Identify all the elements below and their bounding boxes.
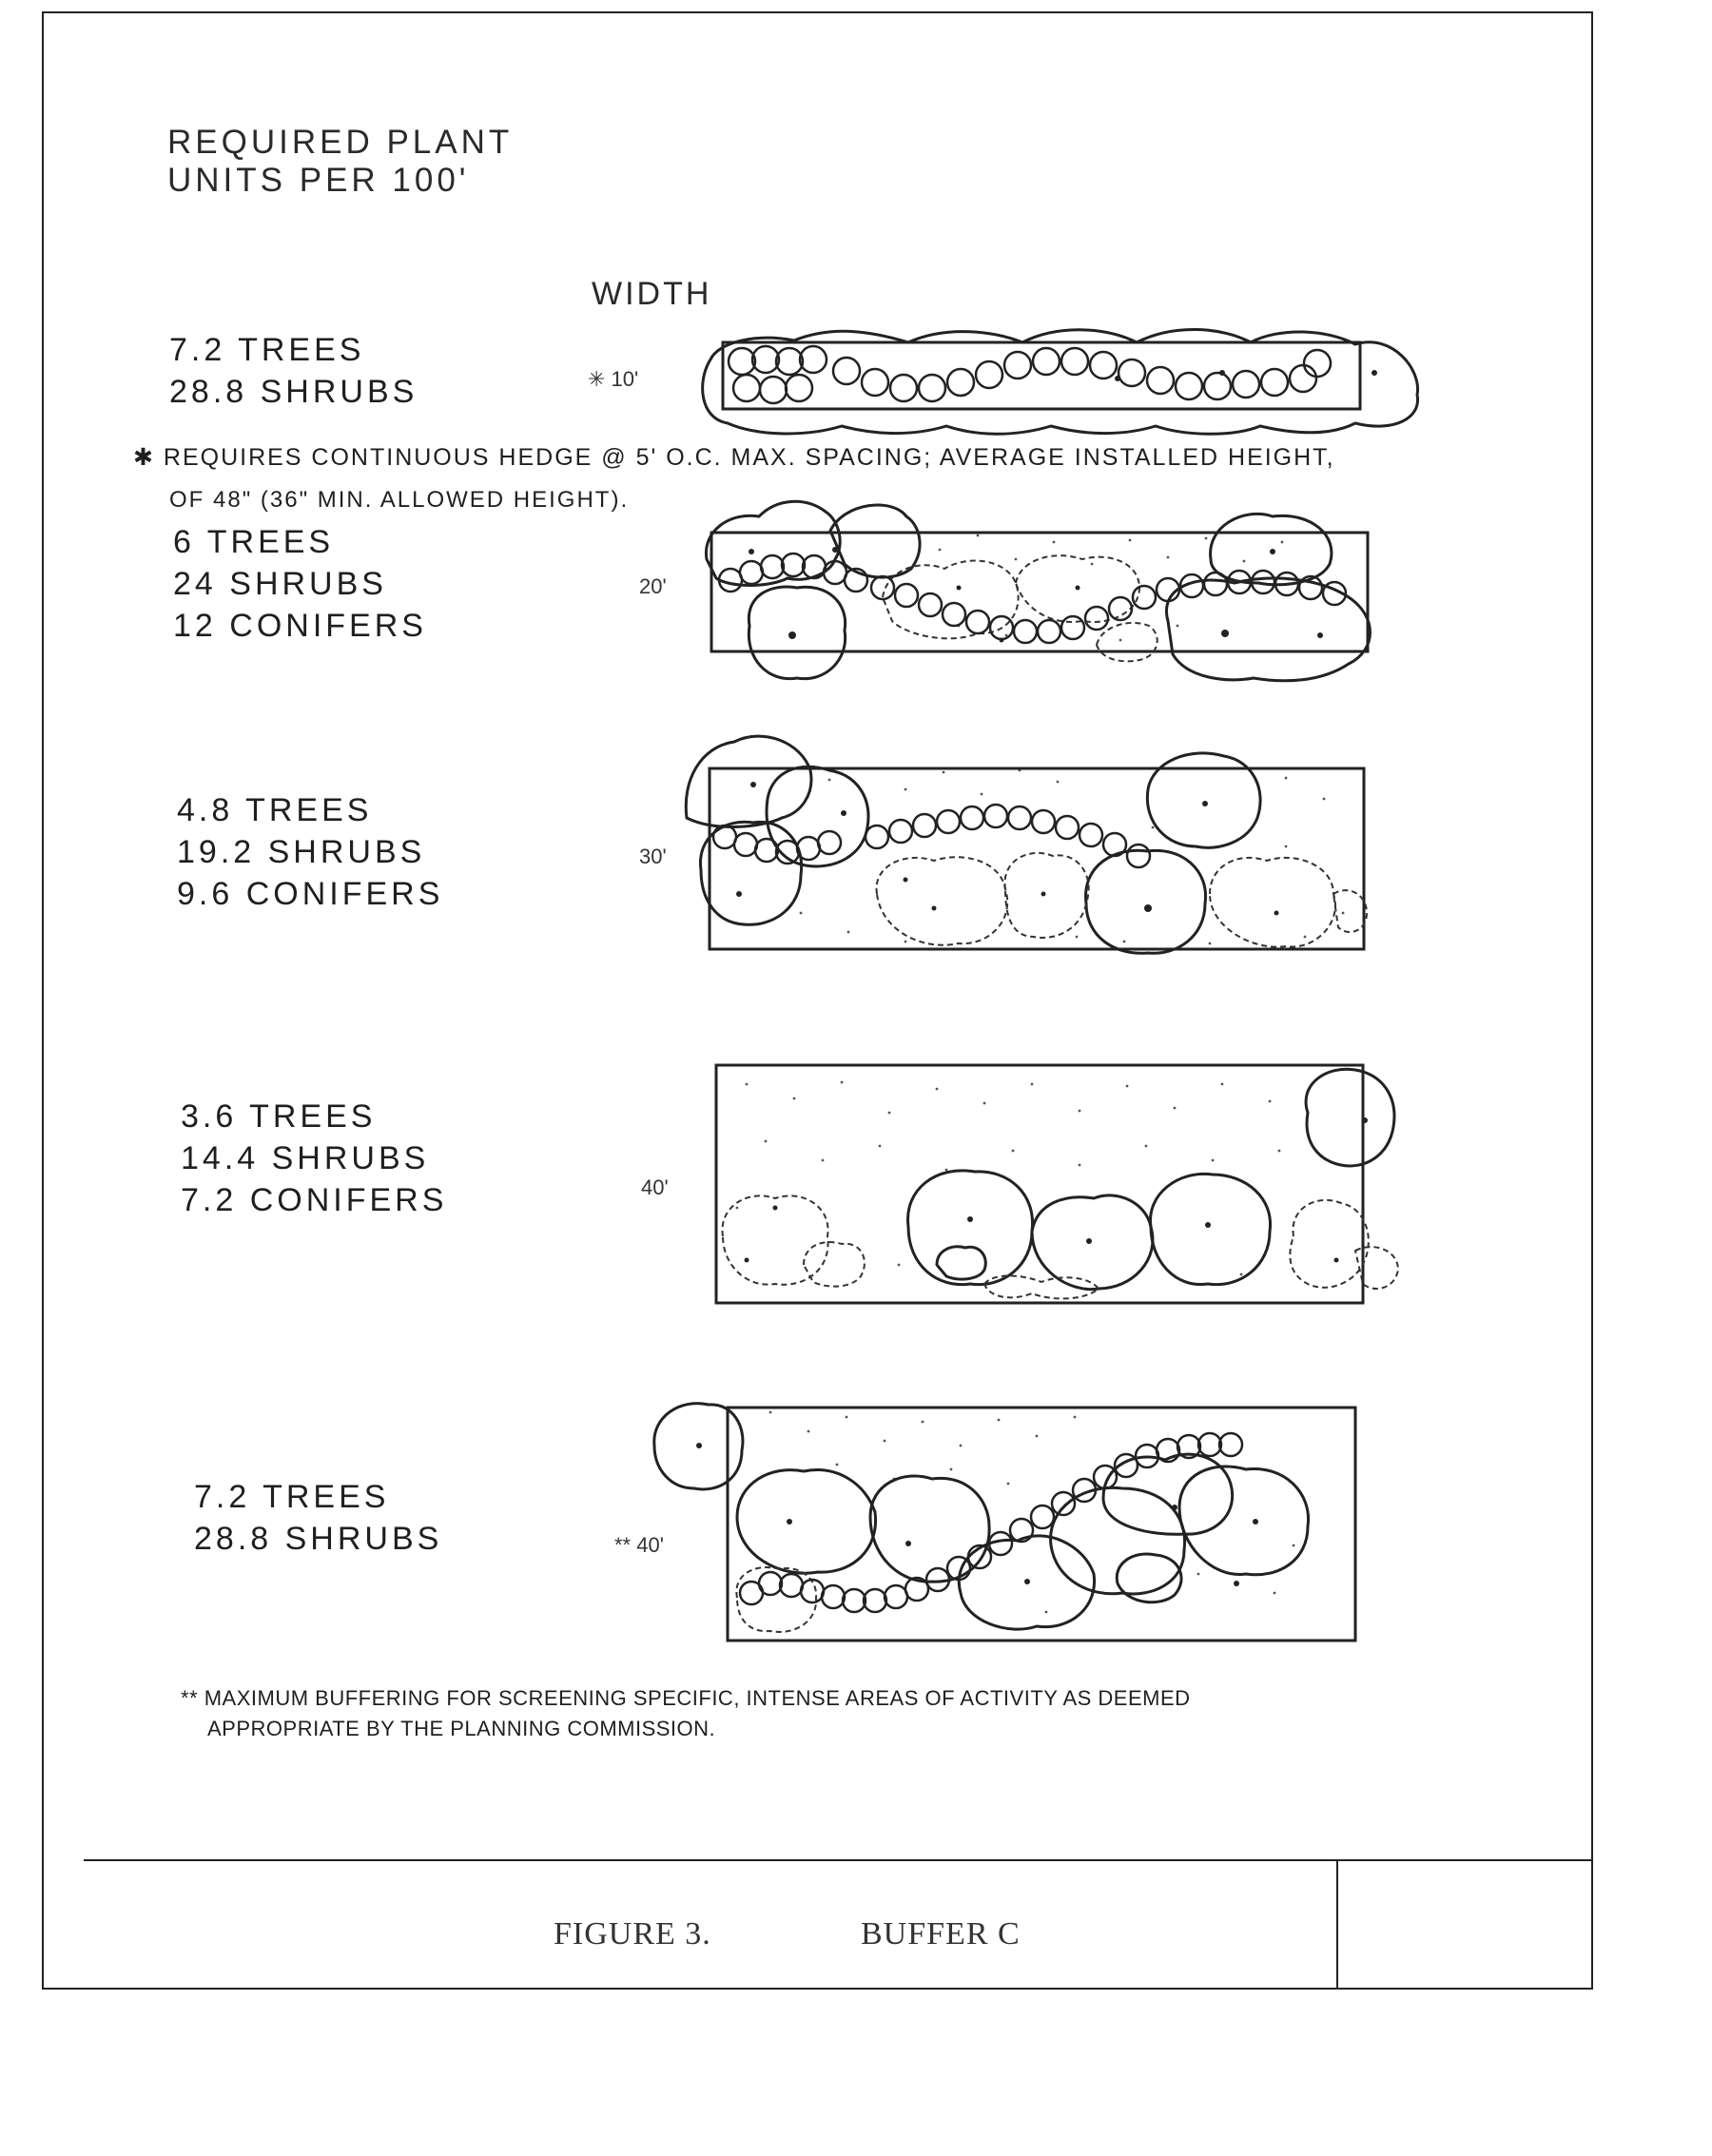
buffer-2-line-3: 12 CONIFERS (173, 608, 427, 644)
buffer-2-line-2: 24 SHRUBS (173, 566, 387, 602)
buffer-2-line-1: 6 TREES (173, 524, 335, 560)
buffer-3-units (177, 789, 443, 915)
frame-footer-top (84, 1859, 1591, 1861)
max-note-line-1: ** MAXIMUM BUFFERING FOR SCREENING SPECIFIC, INTENSE AREAS OF ACTIVITY AS DEEMED (181, 1686, 1191, 1710)
buffer-1-line-1: 7.2 TREES (169, 332, 365, 368)
buffer-2-plan (692, 493, 1415, 692)
buffer-4-width: 40' (641, 1175, 669, 1199)
buffer-3-line-2: 19.2 SHRUBS (177, 834, 426, 870)
buffer-4-line-1: 3.6 TREES (181, 1098, 377, 1135)
buffer-5-units (194, 1476, 442, 1560)
buffer-4-line-2: 14.4 SHRUBS (181, 1140, 430, 1176)
buffer-1-width: ✳ 10' (588, 367, 639, 391)
buffer-2-width: 20' (639, 574, 667, 598)
buffer-4-plan (709, 1056, 1403, 1312)
buffer-2-units (173, 521, 427, 647)
buffer-4-units (181, 1096, 447, 1221)
frame-bottom (42, 1988, 1593, 1990)
frame-top (42, 11, 1592, 13)
buffer-5-width: ** 40' (614, 1533, 664, 1557)
frame-right (1591, 11, 1593, 1990)
buffer-3-line-1: 4.8 TREES (177, 792, 373, 828)
page-header (167, 124, 513, 200)
buffer-1-units (169, 329, 418, 413)
max-note-line-2: APPROPRIATE BY THE PLANNING COMMISSION. (207, 1717, 716, 1740)
buffer-3-plan (677, 723, 1400, 970)
buffer-5-plan (647, 1393, 1370, 1650)
buffer-5-property-strip (728, 1408, 1355, 1641)
hedge-note-line-2: OF 48" (36" MIN. ALLOWED HEIGHT). (169, 487, 630, 513)
buffer-5-line-2: 28.8 SHRUBS (194, 1521, 443, 1557)
buffer-1-property-strip (723, 342, 1360, 409)
header-line-2: UNITS PER 100' (167, 162, 470, 199)
buffer-1-plan (690, 304, 1431, 437)
frame-left (42, 11, 44, 1990)
figure-number: FIGURE 3. (554, 1916, 711, 1952)
max-buffering-note (181, 1683, 1191, 1744)
figure-title: BUFFER C (861, 1916, 1021, 1952)
frame-footer-divider (1336, 1859, 1338, 1990)
buffer-5-line-1: 7.2 TREES (194, 1479, 390, 1515)
buffer-3-width: 30' (639, 845, 667, 868)
buffer-1-line-2: 28.8 SHRUBS (169, 374, 418, 410)
width-column-label: WIDTH (592, 276, 712, 312)
buffer-4-line-3: 7.2 CONIFERS (181, 1182, 448, 1218)
buffer-3-line-3: 9.6 CONIFERS (177, 876, 444, 912)
header-line-1: REQUIRED PLANT (167, 124, 514, 161)
hedge-note-line-1: ✱ REQUIRES CONTINUOUS HEDGE @ 5' O.C. MAX. SPACING; AVERAGE INSTALLED HEIGHT, (133, 444, 1335, 471)
buffer-4-property-strip (716, 1065, 1363, 1303)
